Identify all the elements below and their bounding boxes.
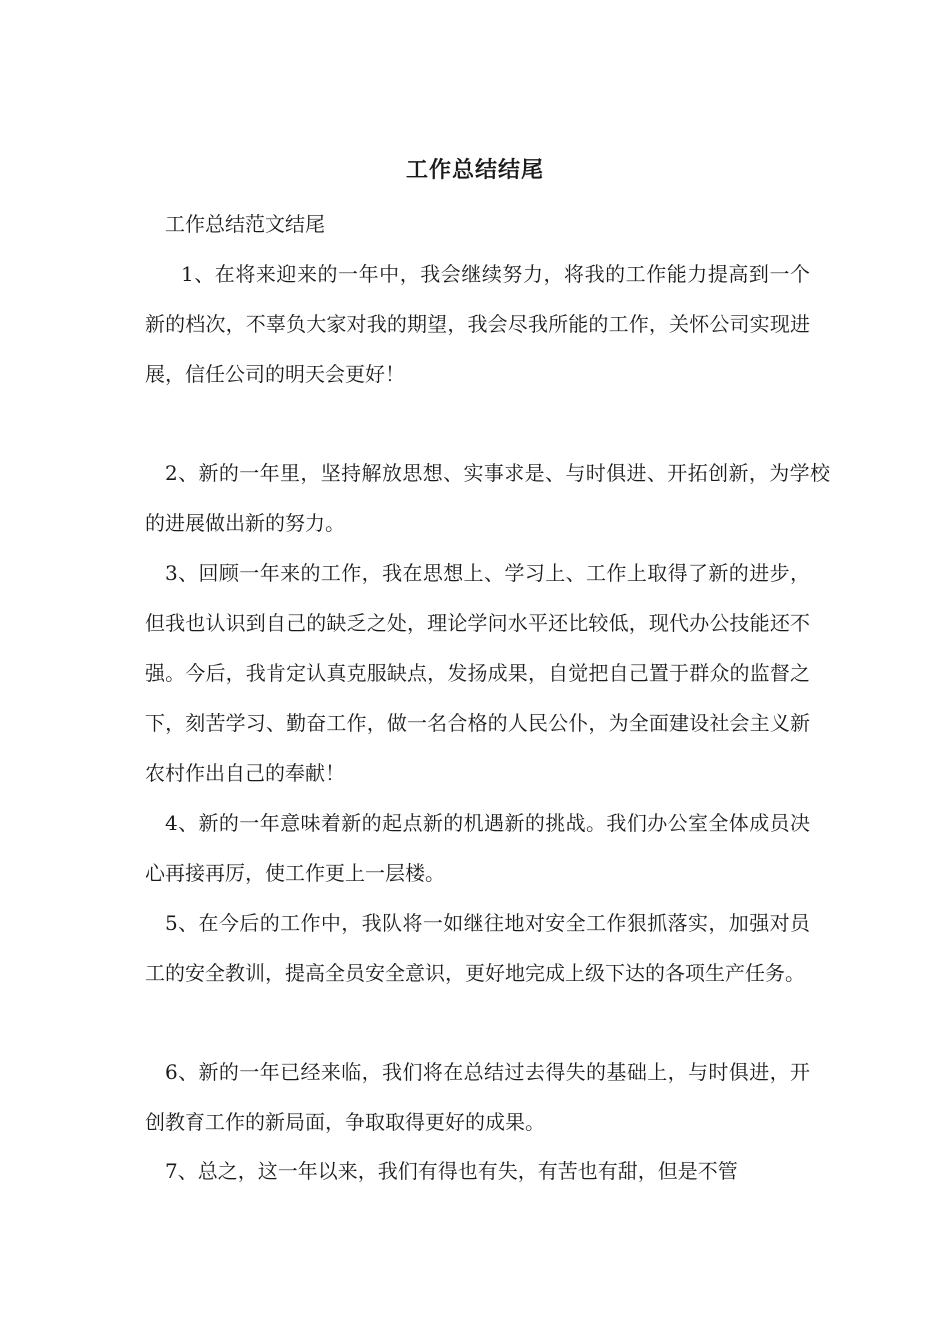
paragraph-4: 4、新的一年意味着新的起点新的机遇新的挑战。我们办公室全体成员决心再接再厉，使工作更上一层楼。 [145,811,810,885]
document-title: 工作总结结尾 [405,157,544,183]
paragraph-7: 7、总之，这一年以来，我们有得也有失，有苦也有甜，但是不管 [165,1159,738,1183]
document-subtitle: 工作总结范文结尾 [165,212,325,236]
paragraph-2: 2、新的一年里，坚持解放思想、实事求是、与时俱进、开拓创新，为学校的进展做出新的努力。 [145,461,830,535]
paragraph-6: 6、新的一年已经来临，我们将在总结过去得失的基础上，与时俱进，开创教育工作的新局面，争取取得更好的成果。 [145,1060,810,1134]
paragraph-3: 3、回顾一年来的工作，我在思想上、学习上、工作上取得了新的进步，但我也认识到自己的缺乏之处，理论学问水平还比较低，现代办公技能还不强。今后，我肯定认真克服缺点，发扬成果，自觉把自己置于群众的监督之下，刻苦学习、勤奋工作，做一名合格的人民公仆，为全面建设社会主义新农村作出自己的奉献！ [145,561,810,785]
paragraph-1: 1、在将来迎来的一年中，我会继续努力，将我的工作能力提高到一个新的档次，不辜负大家对我的期望，我会尽我所能的工作，关怀公司实现进展，信任公司的明天会更好！ [145,262,810,386]
paragraph-5: 5、在今后的工作中，我队将一如继往地对安全工作狠抓落实，加强对员工的安全教训，提高全员安全意识，更好地完成上级下达的各项生产任务。 [145,911,810,985]
